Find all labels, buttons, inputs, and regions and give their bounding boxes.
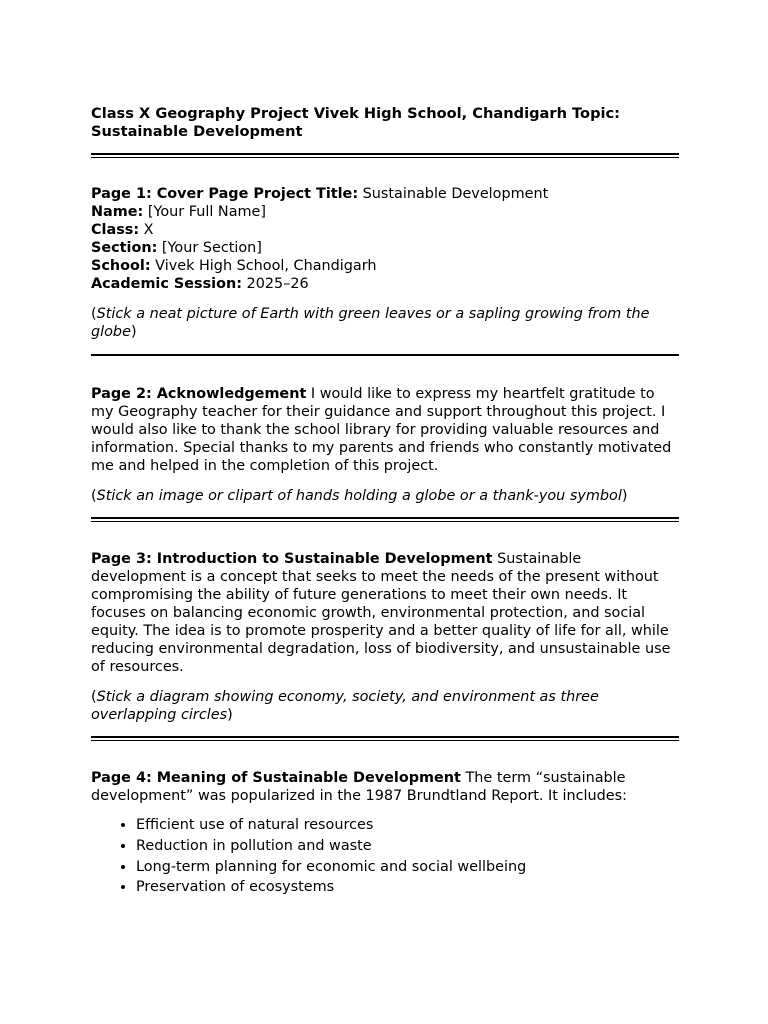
- field-label: School:: [91, 258, 151, 274]
- field-value: X: [139, 222, 154, 238]
- field-class: [91, 221, 679, 239]
- list-item: • Efficient use of natural resources: [136, 815, 679, 836]
- page1-section: [91, 185, 679, 341]
- field-value: 2025–26: [241, 276, 309, 292]
- field-label: Section:: [91, 240, 158, 256]
- page3-heading: Page 3: Introduction to Sustainable Development: [91, 551, 493, 567]
- list-item: • Long-term planning for economic and social wellbeing: [136, 857, 679, 878]
- field-academic-session: [91, 275, 679, 293]
- page1-note: (Stick a neat picture of Earth with green leaves or a sapling growing from the globe): [91, 306, 650, 340]
- double-divider: [91, 517, 679, 522]
- document-content: [91, 105, 679, 898]
- field-label: Name:: [91, 204, 144, 220]
- page3-note: (Stick a diagram showing economy, society, and environment as three overlapping circles): [91, 689, 599, 723]
- field-label: Academic Session:: [91, 276, 242, 292]
- field-value: [Your Full Name]: [143, 204, 266, 220]
- page3-note-text: Stick a diagram showing economy, society, and environment as three overlapping circles: [91, 689, 599, 723]
- page2-heading: Page 2: Acknowledgement: [91, 386, 307, 402]
- field-value: Vivek High School, Chandigarh: [150, 258, 377, 274]
- page2-paragraph: [91, 385, 679, 475]
- page3-body: Sustainable development is a concept that seeks to meet the needs of the present without compromising the ability of future generations to meet their own needs. It focuses on balancing economic growth, environmental protection, and social equity. The idea is to promote prosperity and a better quality of life for all, while reducing environmental degradation, loss of biodiversity, and unsustainable use of resources.: [91, 551, 671, 675]
- page2-section: [91, 385, 679, 505]
- double-divider: [91, 736, 679, 741]
- page1-heading: Page 1: Cover Page Project Title:: [91, 186, 359, 202]
- field-label: Class:: [91, 222, 140, 238]
- field-section: [91, 239, 679, 257]
- single-divider: [91, 354, 679, 356]
- page1-note-text: Stick a neat picture of Earth with green leaves or a sapling growing from the globe: [91, 306, 650, 340]
- page4-list: [91, 815, 679, 898]
- page4-section: [91, 769, 679, 898]
- page4-heading: Page 4: Meaning of Sustainable Development: [91, 770, 461, 786]
- page3-paragraph: [91, 550, 679, 676]
- page3-section: [91, 550, 679, 724]
- list-item: • Preservation of ecosystems: [136, 877, 679, 898]
- field-value: [Your Section]: [157, 240, 262, 256]
- double-divider: [91, 153, 679, 158]
- page1-project-title: Sustainable Development: [358, 186, 549, 202]
- page2-body: I would like to express my heartfelt gratitude to my Geography teacher for their guidance and support throughout this project. I would also like to thank the school library for providing valuable resources and information. Special thanks to my parents and friends who constantly motivated me and helped in the completion of this project.: [91, 386, 672, 474]
- document-title: Class X Geography Project Vivek High School, Chandigarh Topic: Sustainable Development: [91, 105, 621, 140]
- field-school: [91, 257, 679, 275]
- page1-heading-line: [91, 185, 679, 203]
- list-item: • Reduction in pollution and waste: [136, 836, 679, 857]
- page2-note: (Stick an image or clipart of hands holding a globe or a thank-you symbol): [91, 488, 628, 504]
- page4-body: The term “sustainable development” was popularized in the 1987 Brundtland Report. It includes:: [91, 770, 627, 804]
- field-name: [91, 203, 679, 221]
- page2-note-text: Stick an image or clipart of hands holding a globe or a thank-you symbol: [96, 488, 622, 504]
- page4-paragraph: [91, 769, 679, 805]
